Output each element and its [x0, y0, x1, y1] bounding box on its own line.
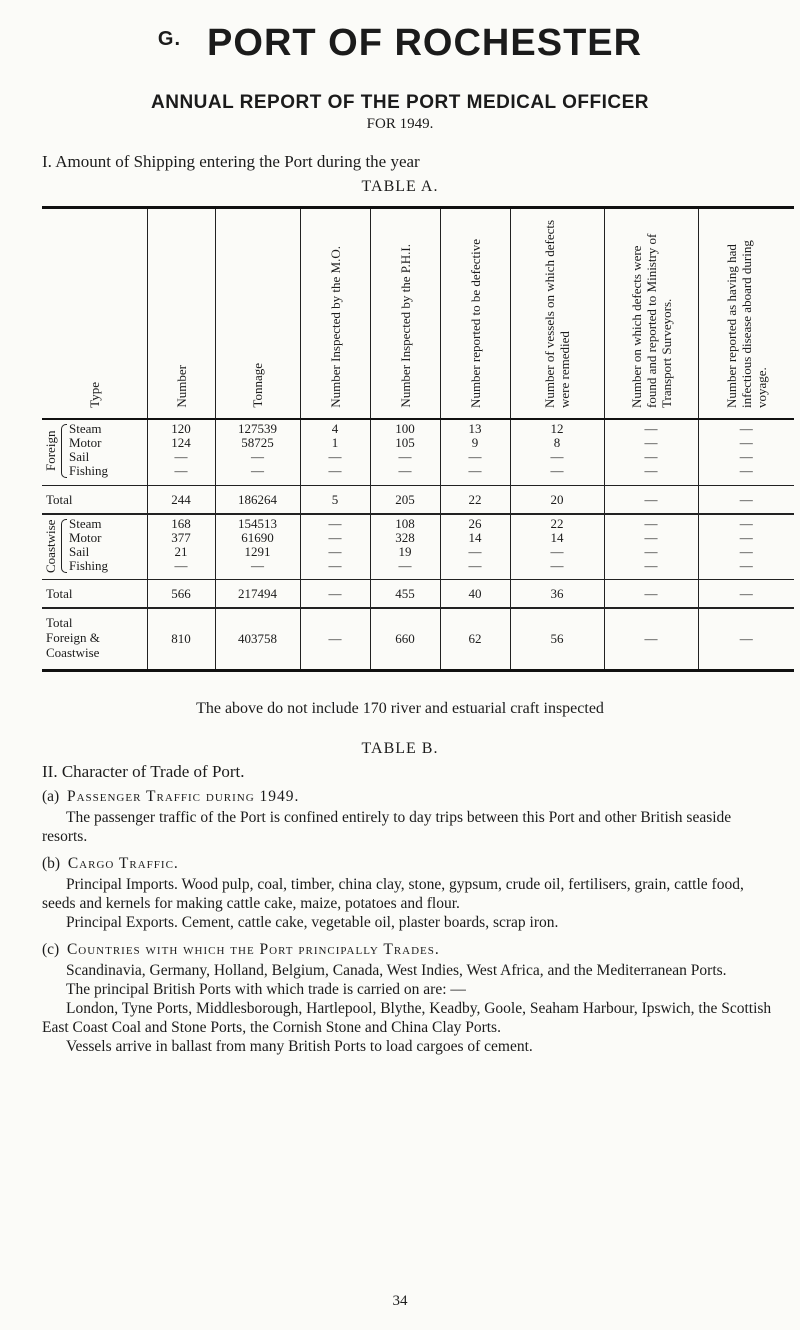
- col-header-tonnage: Tonnage: [215, 208, 300, 420]
- coastwise-tonnage: 154513 61690 1291 —: [215, 514, 300, 580]
- table-row: [42, 514, 794, 580]
- title-text: PORT OF ROCHESTER: [207, 22, 643, 64]
- col-header-inspected-mo: Number Inspected by the M.O.: [300, 208, 370, 420]
- table-row: Total Foreign & Coastwise 810 403758 — 660 62 56 — —: [42, 608, 794, 670]
- principal-exports-text: Principal Exports. Cement, cattle cake, vegetable oil, plaster boards, scrap iron.: [66, 914, 559, 931]
- foreign-group: [42, 419, 794, 485]
- coastwise-label: Coastwise: [43, 518, 58, 573]
- coastwise-reported-mot: — — — —: [604, 514, 698, 580]
- col-header-inspected-phi: Number Inspected by the P.H.I.: [370, 208, 440, 420]
- col-header-type: Type: [86, 382, 102, 408]
- table-a-note: The above do not include 170 river and estuarial craft inspected: [196, 700, 604, 717]
- table-row: [42, 419, 794, 485]
- section-2: [42, 762, 778, 1056]
- section-1-heading: I. Amount of Shipping entering the Port during the year: [42, 152, 420, 171]
- coastwise-type-cell: Coastwise Steam Motor Sail Fishing: [43, 515, 109, 573]
- grand-total-label: Total Foreign & Coastwise: [46, 615, 100, 660]
- foreign-total-label: Total: [46, 491, 73, 507]
- col-header-infectious: Number reported as having had infectious disease aboard during voyage.: [698, 208, 794, 420]
- subsection-b-heading: (b) Cargo Traffic.: [42, 855, 179, 872]
- foreign-remedied: 12 8 — —: [510, 419, 604, 485]
- coastwise-total-label: Total: [46, 586, 73, 601]
- foreign-type-cell: Foreign Steam Motor Sail Fishing: [43, 421, 109, 478]
- foreign-tonnage: 127539 58725 — —: [215, 419, 300, 485]
- subsection-a-heading: (a) Passenger Traffic during 1949.: [42, 788, 300, 805]
- table-row: Total 244 186264 5 205 22 20 — —: [42, 485, 794, 514]
- coastwise-inspected-mo: — — — —: [300, 514, 370, 580]
- col-header-defective: Number reported to be defective: [440, 208, 510, 420]
- page-title: [0, 22, 800, 65]
- british-ports-list: London, Tyne Ports, Middlesborough, Hartlepool, Blythe, Keadby, Goole, Seaham Harbour, Ipswich, the Scottish East Coast Coal and Stone Ports, the Cornish Stone and China Clay Ports.: [42, 1000, 772, 1036]
- col-header-number: Number: [147, 208, 215, 420]
- coastwise-infectious: — — — —: [698, 514, 794, 580]
- passenger-traffic-text: The passenger traffic of the Port is confined entirely to day trips between this Port and other British seaside resorts.: [42, 809, 732, 845]
- foreign-reported-mot: — — — —: [604, 419, 698, 485]
- coastwise-inspected-phi: 108 328 19 —: [370, 514, 440, 580]
- table-row: Total 566 217494 — 455 40 36 — —: [42, 580, 794, 609]
- subsection-c-heading: (c) Countries with which the Port principally Trades.: [42, 941, 440, 958]
- section-2-heading: II. Character of Trade of Port.: [42, 762, 245, 781]
- table-a-title: TABLE A.: [361, 178, 439, 195]
- foreign-inspected-mo: 4 1 — —: [300, 419, 370, 485]
- brace-icon: [61, 519, 67, 573]
- col-header-reported-mot: Number on which defects were found and reported to Ministry of Transport Surveyors.: [604, 208, 698, 420]
- table-a: [42, 206, 794, 672]
- trading-countries-text: Scandinavia, Germany, Holland, Belgium, Canada, West Indies, West Africa, and the Mediterranean Ports.: [66, 962, 727, 979]
- foreign-label: Foreign: [43, 430, 58, 472]
- ballast-text: Vessels arrive in ballast from many British Ports to load cargoes of cement.: [66, 1038, 533, 1055]
- report-year: FOR 1949.: [366, 116, 434, 132]
- foreign-infectious: — — — —: [698, 419, 794, 485]
- foreign-number: 120 124 — —: [147, 419, 215, 485]
- brace-icon: [61, 424, 67, 478]
- coastwise-total-block: [42, 580, 794, 609]
- section-letter: G.: [157, 28, 182, 50]
- principal-imports-text: Principal Imports. Wood pulp, coal, timber, china clay, stone, gypsum, crude oil, fertilisers, grain, cattle food, seeds and kernels for making cattle cake, maize, potatoes and flour.: [42, 876, 744, 912]
- table-a-header-row: [42, 208, 794, 420]
- foreign-defective: 13 9 — —: [440, 419, 510, 485]
- coastwise-number: 168 377 21 —: [147, 514, 215, 580]
- report-subtitle: ANNUAL REPORT OF THE PORT MEDICAL OFFICER: [151, 92, 649, 113]
- coastwise-defective: 26 14 — —: [440, 514, 510, 580]
- grand-total-block: [42, 608, 794, 670]
- coastwise-remedied: 22 14 — —: [510, 514, 604, 580]
- col-header-remedied: Number of vessels on which defects were remedied: [510, 208, 604, 420]
- foreign-total-block: [42, 485, 794, 514]
- coastwise-group: [42, 514, 794, 580]
- foreign-inspected-phi: 100 105 — —: [370, 419, 440, 485]
- table-b-title: TABLE B.: [361, 740, 439, 757]
- page-number: 34: [392, 1293, 408, 1309]
- british-ports-intro: The principal British Ports with which trade is carried on are: —: [66, 981, 466, 998]
